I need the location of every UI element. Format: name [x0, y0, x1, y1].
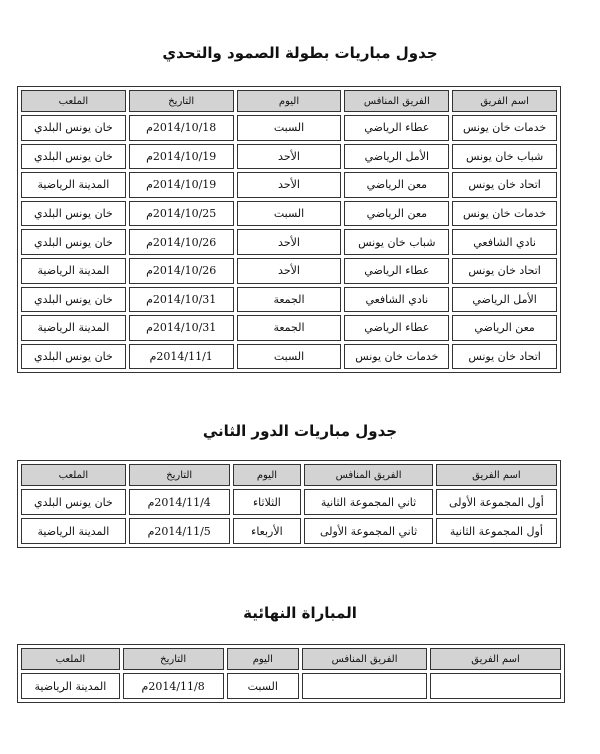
header-row — [21, 648, 561, 670]
header-venue: الملعب — [21, 648, 120, 670]
table-row — [21, 673, 561, 699]
team-cell: اتحاد خان يونس — [452, 258, 557, 284]
venue-cell: المدينة الرياضية — [21, 315, 126, 341]
venue-cell: خان يونس البلدي — [21, 115, 126, 141]
venue-cell: خان يونس البلدي — [21, 287, 126, 313]
table-row — [21, 315, 557, 341]
date-cell: 2014/10/31م — [129, 315, 234, 341]
day-cell: الأحد — [237, 229, 342, 255]
team-cell: خدمات خان يونس — [452, 115, 557, 141]
header-venue: الملعب — [21, 464, 126, 486]
day-cell: الأحد — [237, 144, 342, 170]
venue-cell: خان يونس البلدي — [21, 201, 126, 227]
day-cell: الجمعة — [237, 315, 342, 341]
final-match-table — [17, 644, 565, 703]
day-cell: الأحد — [237, 258, 342, 284]
day-cell: الأحد — [237, 172, 342, 198]
table-row — [21, 258, 557, 284]
opponent-cell: عطاء الرياضي — [344, 115, 449, 141]
venue-cell: خان يونس البلدي — [21, 144, 126, 170]
day-cell: السبت — [237, 201, 342, 227]
table-row — [21, 172, 557, 198]
second-round-table — [17, 460, 561, 548]
date-cell: 2014/11/5م — [129, 518, 230, 544]
header-team: اسم الفريق — [430, 648, 561, 670]
venue-cell: خان يونس البلدي — [21, 229, 126, 255]
team-cell: شباب خان يونس — [452, 144, 557, 170]
table-row — [21, 518, 557, 544]
header-team: اسم الفريق — [452, 90, 557, 112]
date-cell: 2014/10/26م — [129, 229, 234, 255]
team-cell: أول المجموعة الثانية — [436, 518, 557, 544]
header-team: اسم الفريق — [436, 464, 557, 486]
date-cell: 2014/10/19م — [129, 172, 234, 198]
header-date: التاريخ — [129, 90, 234, 112]
header-opponent: الفريق المنافس — [304, 464, 432, 486]
table-row — [21, 344, 557, 370]
header-venue: الملعب — [21, 90, 126, 112]
team-cell — [430, 673, 561, 699]
opponent-cell: شباب خان يونس — [344, 229, 449, 255]
opponent-cell: الأمل الرياضي — [344, 144, 449, 170]
header-date: التاريخ — [129, 464, 230, 486]
header-opponent: الفريق المنافس — [302, 648, 427, 670]
table-3-title: المباراة النهائية — [243, 604, 357, 622]
opponent-cell — [302, 673, 427, 699]
day-cell: الأربعاء — [233, 518, 302, 544]
date-cell: 2014/11/4م — [129, 489, 230, 515]
day-cell: السبت — [227, 673, 300, 699]
header-opponent: الفريق المنافس — [344, 90, 449, 112]
venue-cell: خان يونس البلدي — [21, 344, 126, 370]
table-row — [21, 229, 557, 255]
team-cell: أول المجموعة الأولى — [436, 489, 557, 515]
table-row — [21, 115, 557, 141]
date-cell: 2014/10/26م — [129, 258, 234, 284]
day-cell: السبت — [237, 115, 342, 141]
table-row — [21, 489, 557, 515]
table-row — [21, 201, 557, 227]
header-date: التاريخ — [123, 648, 224, 670]
table-row — [21, 287, 557, 313]
table-1-title: جدول مباريات بطولة الصمود والتحدي — [162, 44, 438, 62]
opponent-cell: خدمات خان يونس — [344, 344, 449, 370]
date-cell: 2014/10/31م — [129, 287, 234, 313]
team-cell: الأمل الرياضي — [452, 287, 557, 313]
opponent-cell: ثاني المجموعة الثانية — [304, 489, 432, 515]
header-day: اليوم — [233, 464, 302, 486]
table-row — [21, 144, 557, 170]
opponent-cell: عطاء الرياضي — [344, 315, 449, 341]
table-2-title: جدول مباريات الدور الثاني — [202, 422, 398, 440]
header-day: اليوم — [237, 90, 342, 112]
date-cell: 2014/11/1م — [129, 344, 234, 370]
team-cell: اتحاد خان يونس — [452, 344, 557, 370]
venue-cell: المدينة الرياضية — [21, 518, 126, 544]
day-cell: الجمعة — [237, 287, 342, 313]
date-cell: 2014/10/19م — [129, 144, 234, 170]
group-stage-table — [17, 86, 561, 373]
team-cell: نادي الشافعي — [452, 229, 557, 255]
header-day: اليوم — [227, 648, 300, 670]
day-cell: الثلاثاء — [233, 489, 302, 515]
opponent-cell: نادي الشافعي — [344, 287, 449, 313]
header-row — [21, 90, 557, 112]
opponent-cell: ثاني المجموعة الأولى — [304, 518, 432, 544]
team-cell: معن الرياضي — [452, 315, 557, 341]
venue-cell: المدينة الرياضية — [21, 673, 120, 699]
opponent-cell: عطاء الرياضي — [344, 258, 449, 284]
day-cell: السبت — [237, 344, 342, 370]
team-cell: اتحاد خان يونس — [452, 172, 557, 198]
venue-cell: المدينة الرياضية — [21, 258, 126, 284]
date-cell: 2014/10/25م — [129, 201, 234, 227]
opponent-cell: معن الرياضي — [344, 172, 449, 198]
venue-cell: خان يونس البلدي — [21, 489, 126, 515]
header-row — [21, 464, 557, 486]
date-cell: 2014/11/8م — [123, 673, 224, 699]
date-cell: 2014/10/18م — [129, 115, 234, 141]
team-cell: خدمات خان يونس — [452, 201, 557, 227]
venue-cell: المدينة الرياضية — [21, 172, 126, 198]
opponent-cell: معن الرياضي — [344, 201, 449, 227]
